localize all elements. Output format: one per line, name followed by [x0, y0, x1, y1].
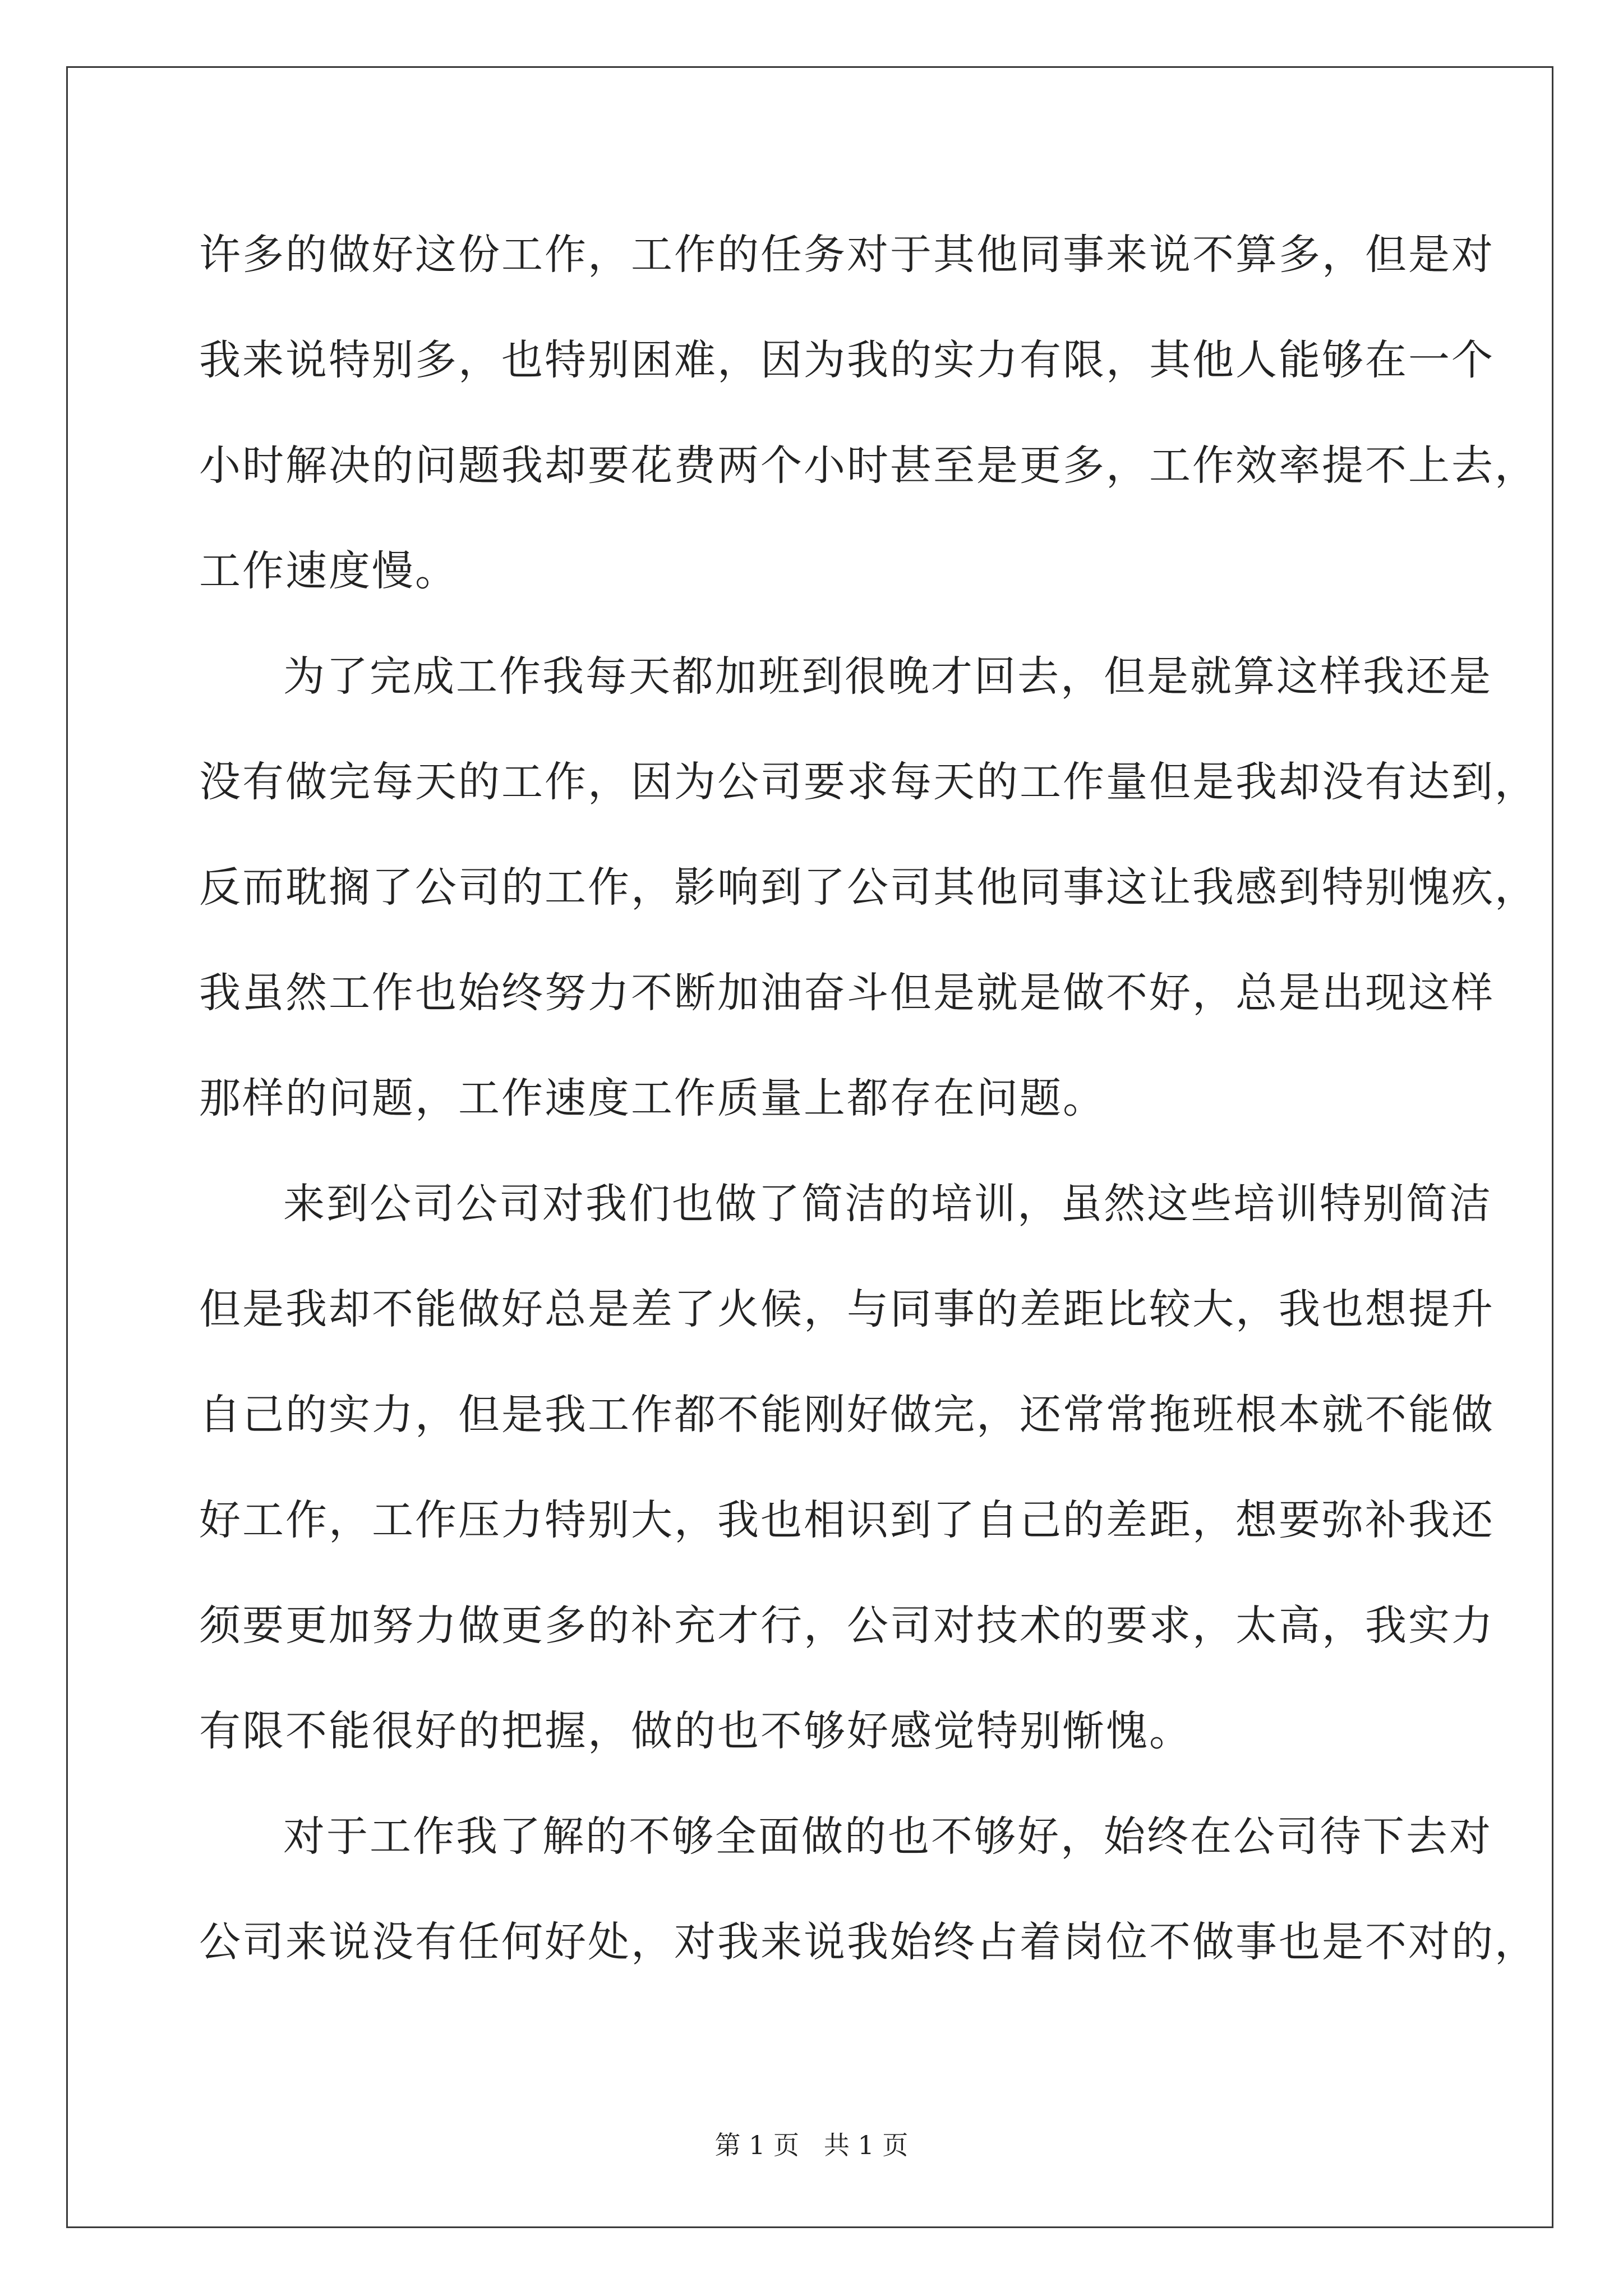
text-line: 没有做完每天的工作，因为公司要求每天的工作量但是我却没有达到，: [199, 758, 1538, 806]
text-line: 自己的实力，但是我工作都不能刚好做完，还常常拖班根本就不能做: [199, 1391, 1495, 1439]
text-line: 小时解决的问题我却要花费两个小时甚至是更多，工作效率提不上去，: [199, 441, 1538, 490]
paragraph-first-line: 对于工作我了解的不够全面做的也不够好，始终在公司待下去对: [283, 1812, 1492, 1861]
text-line: 公司来说没有任何好处，对我来说我始终占着岗位不做事也是不对的，: [199, 1918, 1538, 1966]
text-line: 有限不能很好的把握，做的也不够好感觉特别惭愧。: [199, 1707, 1192, 1755]
text-line: 好工作，工作压力特别大，我也相识到了自己的差距，想要弥补我还: [199, 1496, 1495, 1544]
text-line: 那样的问题，工作速度工作质量上都存在问题。: [199, 1074, 1106, 1122]
text-line: 我来说特别多，也特别困难，因为我的实力有限，其他人能够在一个: [199, 336, 1495, 384]
paragraph-first-line: 来到公司公司对我们也做了简洁的培训，虽然这些培训特别简洁: [283, 1180, 1492, 1228]
paragraph-first-line: 为了完成工作我每天都加班到很晚才回去，但是就算这样我还是: [283, 652, 1492, 701]
text-line: 反而耽搁了公司的工作，影响到了公司其他同事这让我感到特别愧疚，: [199, 863, 1538, 912]
document-body: [199, 202, 1538, 1995]
text-line: 许多的做好这份工作，工作的任务对于其他同事来说不算多，但是对: [199, 231, 1495, 279]
text-line: 我虽然工作也始终努力不断加油奋斗但是就是做不好，总是出现这样: [199, 969, 1495, 1017]
text-line: 工作速度慢。: [199, 547, 458, 595]
text-line: 须要更加努力做更多的补充才行，公司对技术的要求，太高，我实力: [199, 1602, 1495, 1650]
text-line: 但是我却不能做好总是差了火候，与同事的差距比较大，我也想提升: [199, 1285, 1495, 1333]
page-number-footer: 第 1 页 共 1 页: [714, 2130, 909, 2160]
